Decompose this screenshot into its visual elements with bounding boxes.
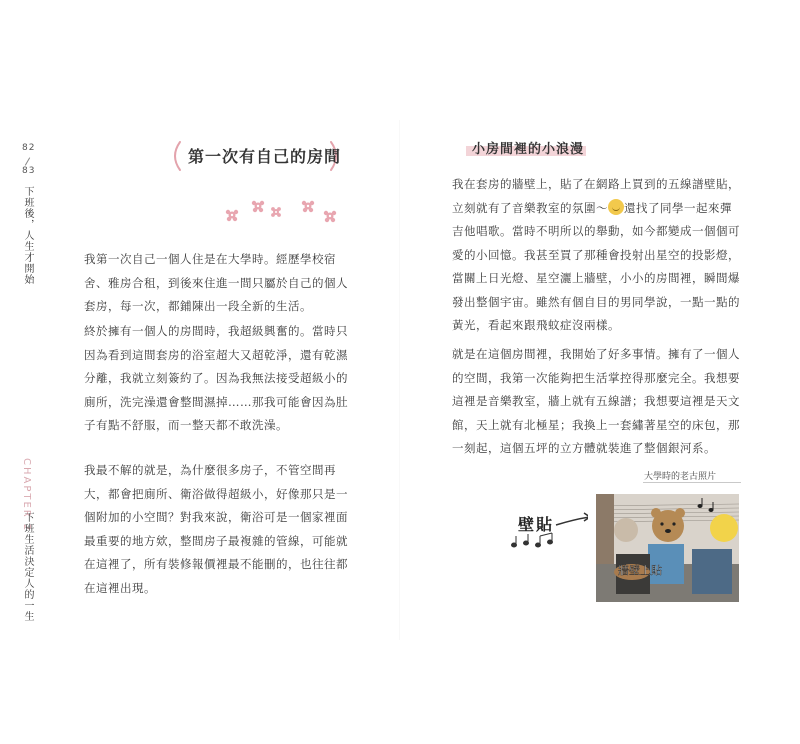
photo-sticker-text: 牆壁上貼 [618, 564, 662, 577]
chapter-label: CHAPTER 2 [21, 458, 32, 533]
section-title: 第一次有自己的房間 [188, 147, 342, 166]
section-title-frame [168, 138, 343, 174]
right-paragraph-1-text-a: 我在套房的牆壁上，貼了在網路上買到的五線譜壁貼，立刻就有了音樂教室的氛圍～ [452, 177, 740, 215]
body-paragraph-1: 我第一次自己一個人住是在大學時。經歷學校宿舍、雅房合租，到後來住進一間只屬於自己的個人套房，每一次，都鋪陳出一段全新的生活。 [84, 252, 348, 313]
smiling-face-icon [608, 199, 624, 215]
section-subtitle: 小房間裡的小浪漫 [472, 142, 585, 157]
page-number-left: 82 [22, 143, 36, 153]
page-number-right: 83 [22, 166, 36, 176]
college-photo [596, 494, 739, 602]
hand-note-label: 壁貼 [518, 515, 555, 534]
right-paragraph-1 [452, 173, 742, 338]
running-subtitle: 下班後，人生才開始 [22, 186, 33, 285]
right-paragraph-2: 就是在這個房間裡，我開始了好多事情。擁有了一個人的空間，我第一次能夠把生活掌控得那麼完全。我想要這裡是音樂教室，牆上就有五線譜；我想要這裡是天文館，天上就有北極星；我換上一套繡著星空的床包，那一刻起，這個五坪的立方體就裝進了整個銀河系。 [452, 347, 740, 455]
chapter-title: 下班生活決定人的一生 [22, 512, 33, 622]
photo-caption: 大學時的老古照片 [644, 472, 717, 482]
body-paragraph-3: 我最不解的就是，為什麼很多房子，不管空間再大，都會把廁所、衛浴做得超級小，好像那只是一個附加的小空間？對我來說，衛浴可是一個家裡面最重要的地方欸，整間房子最複雜的管線，可能就在這裡了，所有裝修報價裡最不能刪的，也往往都在這裡出現。 [84, 463, 348, 595]
photo-illustration [596, 494, 739, 602]
caption-divider [643, 482, 741, 483]
body-paragraph-2: 終於擁有一個人的房間時，我超級興奮的。當時只因為看到這間套房的浴室超大又超乾淨，還有乾濕分離，我就立刻簽約了。因為我無法接受超級小的廁所，洗完澡還會整間濕掉……那我可能會因為肚子有點不舒服，而一整天都不敢洗澡。 [84, 324, 348, 432]
right-paragraph-1-text-b: 還找了同學一起來彈吉他唱歌。當時不明所以的舉動，如今都變成一個個可愛的小回憶。我甚至買了那種會投射出星空的投影燈，當關上日光燈、星空灑上牆壁，小小的房間裡，瞬間爆發出整個宇宙。雖然有個自目的男同學說，一點一點的黃光，看起來跟飛蚊症沒兩樣。 [452, 200, 740, 332]
flower-decoration-icon [220, 198, 350, 228]
page-number-separator [25, 157, 30, 165]
